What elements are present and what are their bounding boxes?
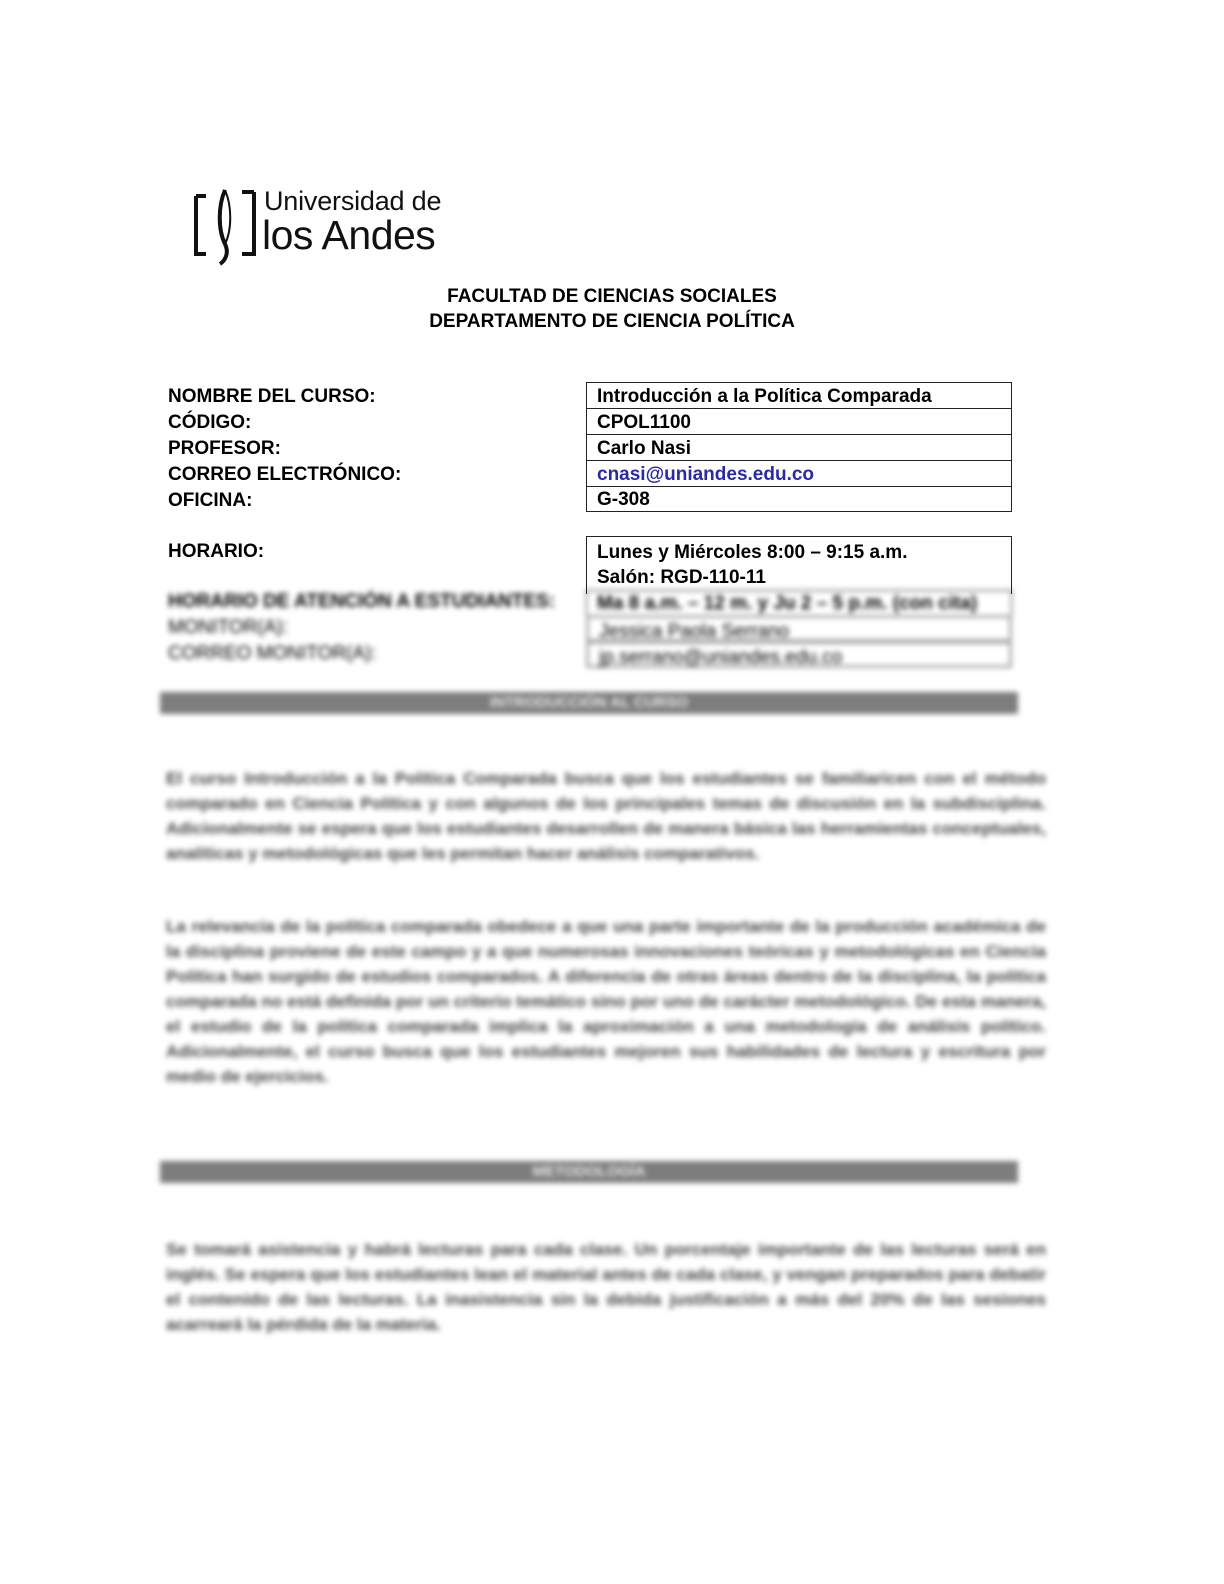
university-logo-icon <box>192 184 258 266</box>
schedule-box <box>586 536 1012 594</box>
intro-paragraph-1: El curso Introducción a la Política Comparada busca que los estudiantes se familiaricen con el método comparado en Ciencia Política y con algunos de los principales temas de discusión en la subdisciplina. Adicionalmente se espera que los estudiantes desarrollen de manera básica las herramientas conceptuales, analíticas y metodológicas que les permitan hacer análisis comparativos. <box>166 769 1046 863</box>
attention-hours-label: HORARIO DE ATENCIÓN A ESTUDIANTES: <box>168 591 556 612</box>
course-code-label: CÓDIGO: <box>168 412 252 433</box>
course-name-label: NOMBRE DEL CURSO: <box>168 386 376 407</box>
course-code-value: CPOL1100 <box>586 408 1012 435</box>
monitor-label: MONITOR(A): <box>168 617 288 638</box>
monitor-email-label: CORREO MONITOR(A): <box>168 643 377 664</box>
email-label: CORREO ELECTRÓNICO: <box>168 464 402 485</box>
methodology-paragraph: Se tomará asistencia y habrá lecturas para cada clase. Un porcentaje importante de las lecturas será en inglés. Se espera que los estudiantes lean el material antes de cada clase, y vengan preparados para debatir el contenido de las lecturas. La inasistencia sin la debida justificación a más del 20% de las sesiones acarreará la pérdida de la materia. <box>166 1240 1046 1334</box>
monitor-email-value: jp.serrano@uniandes.edu.co <box>586 641 1012 668</box>
professor-value: Carlo Nasi <box>586 434 1012 461</box>
intro-section-title: INTRODUCCIÓN AL CURSO <box>160 692 1018 714</box>
schedule-room: Salón: RGD-110-11 <box>597 567 766 588</box>
monitor-value: Jessica Paola Serrano <box>586 615 1012 642</box>
department-heading: DEPARTAMENTO DE CIENCIA POLÍTICA <box>429 311 795 332</box>
logo-line-1: Universidad de <box>264 186 442 216</box>
methodology-section-title: METODOLOGÍA <box>160 1161 1018 1183</box>
professor-label: PROFESOR: <box>168 438 281 459</box>
intro-paragraph-2: La relevancia de la política comparada obedece a que una parte importante de la producción académica de la disciplina proviene de este campo y a que numerosas innovaciones teóricas y metodológicas en Ciencia Política han surgido de estudios comparados. A diferencia de otras áreas dentro de la disciplina, la política comparada no está definida por un criterio temático sino por uno de carácter metodológico. De esta manera, el estudio de la política comparada implica la aproximación a una metodología de análisis político. Adicionalmente, el curso busca que los estudiantes mejoren sus habilidades de lectura y escritura por medio de ejercicios. <box>166 917 1046 1086</box>
schedule-label: HORARIO: <box>168 541 265 562</box>
faculty-heading: FACULTAD DE CIENCIAS SOCIALES <box>447 286 777 307</box>
office-value: G-308 <box>586 486 1012 512</box>
office-label: OFICINA: <box>168 490 253 511</box>
logo-line-2: los Andes <box>262 212 436 258</box>
university-logo <box>192 184 462 264</box>
schedule-days: Lunes y Miércoles 8:00 – 9:15 a.m. <box>597 542 908 563</box>
attention-hours-value: Ma 8 a.m. – 12 m. y Ju 2 – 5 p.m. (con cita) <box>586 590 1012 616</box>
email-link[interactable]: cnasi@uniandes.edu.co <box>586 460 1012 487</box>
course-name-value: Introducción a la Política Comparada <box>586 382 1012 409</box>
